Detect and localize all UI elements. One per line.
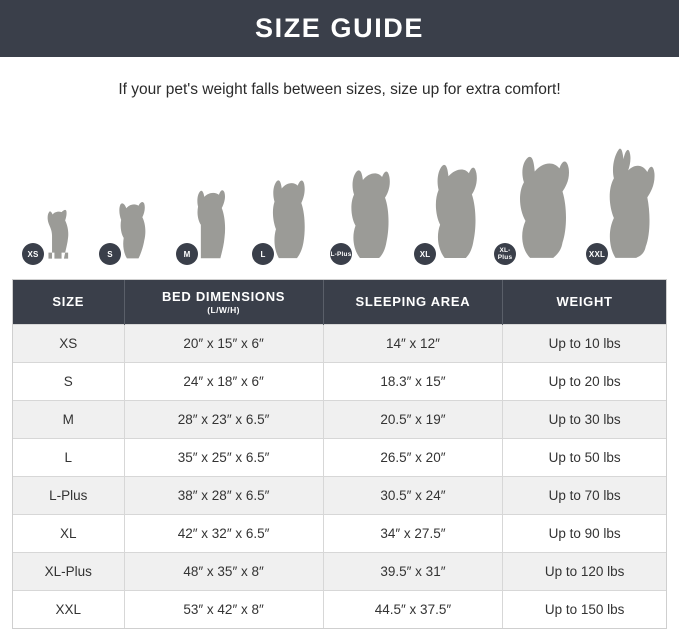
cell-size: XS	[13, 325, 124, 363]
pet-silhouette-s	[105, 189, 163, 261]
cell-dimensions: 35″ x 25″ x 6.5″	[124, 439, 323, 477]
cell-sleeping: 34″ x 27.5″	[323, 515, 503, 553]
table-row	[13, 477, 666, 515]
cell-weight: Up to 30 lbs	[503, 401, 666, 439]
subtitle-text: If your pet's weight falls between sizes, size up for extra comfort!	[118, 81, 561, 98]
pomeranian-silhouette	[105, 189, 163, 261]
pet-size-badge: L-Plus	[330, 243, 352, 265]
table-row	[13, 325, 666, 363]
cell-size: S	[13, 363, 124, 401]
cell-sleeping: 39.5″ x 31″	[323, 553, 503, 591]
golden-retriever-silhouette	[497, 136, 588, 261]
pet-size-badge: S	[99, 243, 121, 265]
pet-silhouette-l	[258, 161, 320, 261]
table-body	[13, 325, 666, 629]
pet-size-badge: XS	[22, 243, 44, 265]
cell-size: XXL	[13, 591, 124, 629]
pet-silhouette-xl-plus	[497, 136, 588, 261]
doberman-silhouette	[588, 129, 670, 261]
column-header-size	[13, 280, 124, 325]
cat-silhouette	[28, 199, 88, 261]
pet-silhouette-l-plus	[330, 149, 406, 261]
pet-silhouette-m	[182, 176, 242, 261]
cell-dimensions: 24″ x 18″ x 6″	[124, 363, 323, 401]
column-header-bed-dimensions-label: BED DIMENSIONS	[161, 289, 286, 304]
cell-weight: Up to 20 lbs	[503, 363, 666, 401]
page-title: SIZE GUIDE	[254, 13, 425, 43]
cell-weight: Up to 70 lbs	[503, 477, 666, 515]
shiba-inu-silhouette	[258, 161, 320, 261]
table-header-row	[13, 280, 666, 325]
size-table	[13, 280, 666, 628]
pet-silhouette-xs	[28, 199, 88, 261]
cell-size: L-Plus	[13, 477, 124, 515]
table-row	[13, 553, 666, 591]
cell-size: M	[13, 401, 124, 439]
cell-dimensions: 38″ x 28″ x 6.5″	[124, 477, 323, 515]
cell-dimensions: 48″ x 35″ x 8″	[124, 553, 323, 591]
cell-weight: Up to 90 lbs	[503, 515, 666, 553]
column-header-sleeping-area	[323, 280, 503, 325]
cell-sleeping: 26.5″ x 20″	[323, 439, 503, 477]
pet-silhouette-xl	[420, 143, 492, 261]
pet-silhouette-xxl	[588, 129, 670, 261]
table-row	[13, 591, 666, 629]
cell-weight: Up to 120 lbs	[503, 553, 666, 591]
column-header-bed-dimensions	[124, 280, 323, 325]
column-header-weight-label: WEIGHT	[556, 294, 613, 310]
cell-dimensions: 28″ x 23″ x 6.5″	[124, 401, 323, 439]
column-header-sleeping-area-label: SLEEPING AREA	[355, 294, 471, 310]
column-header-size-label: SIZE	[52, 294, 85, 310]
cell-size: XL-Plus	[13, 553, 124, 591]
cell-size: L	[13, 439, 124, 477]
pet-size-badge: XL-Plus	[494, 243, 516, 265]
pet-size-badge: XXL	[586, 243, 608, 265]
border-collie-silhouette	[330, 149, 406, 261]
column-header-bed-dimensions-unit: (L/W/H)	[207, 304, 240, 315]
pet-size-badge: M	[176, 243, 198, 265]
cell-sleeping: 18.3″ x 15″	[323, 363, 503, 401]
cell-dimensions: 20″ x 15″ x 6″	[124, 325, 323, 363]
size-table-container	[12, 279, 667, 629]
pet-size-badge: XL	[414, 243, 436, 265]
cell-sleeping: 30.5″ x 24″	[323, 477, 503, 515]
cell-dimensions: 42″ x 32″ x 6.5″	[124, 515, 323, 553]
french-bulldog-silhouette	[182, 176, 242, 261]
cell-sleeping: 44.5″ x 37.5″	[323, 591, 503, 629]
cell-sleeping: 20.5″ x 19″	[323, 401, 503, 439]
labrador-silhouette	[420, 143, 492, 261]
table-row	[13, 515, 666, 553]
table-row	[13, 363, 666, 401]
cell-size: XL	[13, 515, 124, 553]
cell-weight: Up to 50 lbs	[503, 439, 666, 477]
cell-dimensions: 53″ x 42″ x 8″	[124, 591, 323, 629]
cell-weight: Up to 10 lbs	[503, 325, 666, 363]
cell-sleeping: 14″ x 12″	[323, 325, 503, 363]
pet-silhouettes-strip	[0, 121, 679, 261]
subtitle-section	[0, 57, 679, 99]
column-header-weight	[503, 280, 666, 325]
table-row	[13, 401, 666, 439]
pet-size-badge: L	[252, 243, 274, 265]
table-header	[13, 280, 666, 325]
page-header	[0, 0, 679, 57]
cell-weight: Up to 150 lbs	[503, 591, 666, 629]
table-row	[13, 439, 666, 477]
